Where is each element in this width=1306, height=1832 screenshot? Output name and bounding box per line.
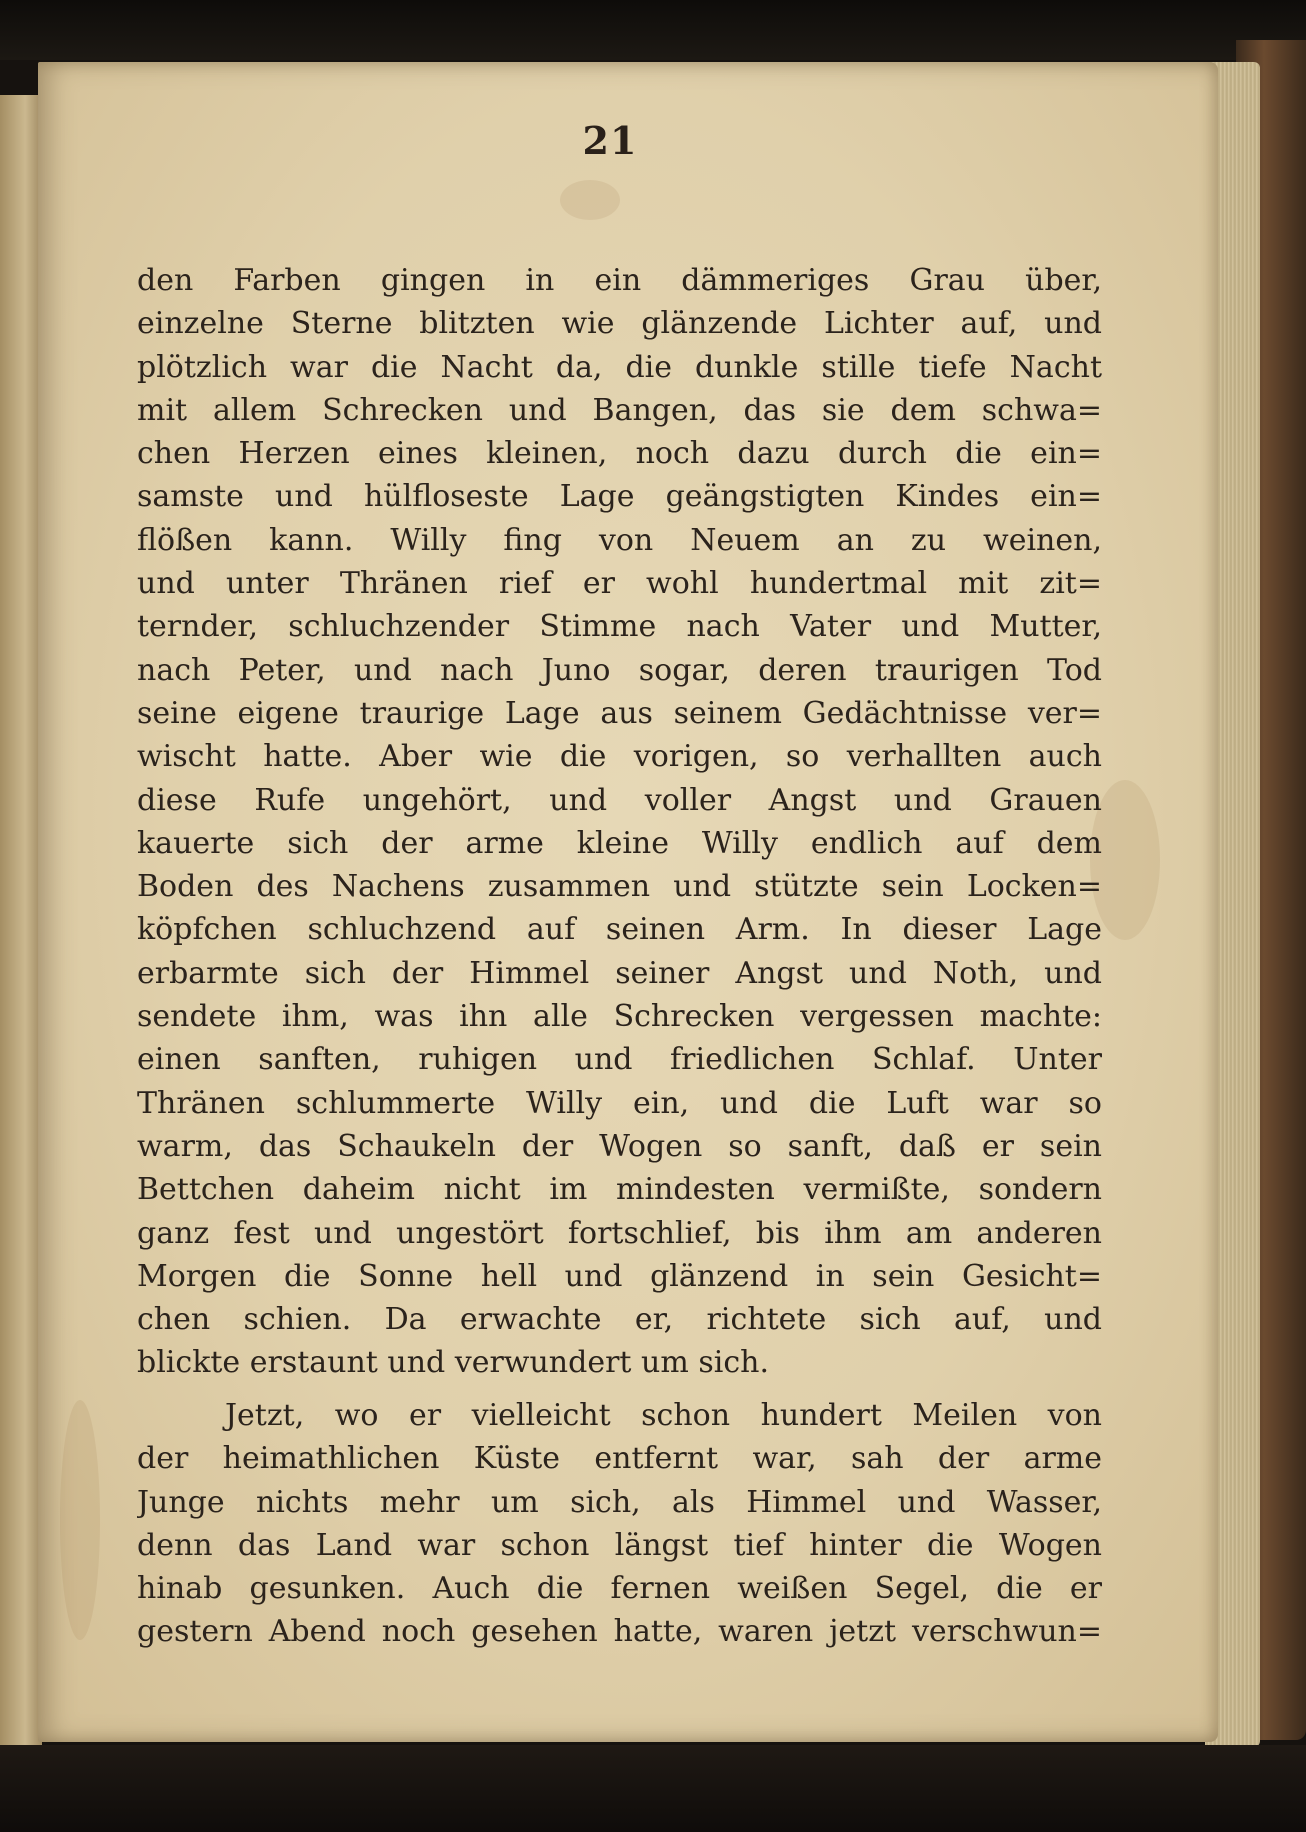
text-line: kauerte sich der arme kleine Willy endlich auf dem xyxy=(137,825,1102,861)
text-line: chen schien. Da erwachte er, richtete sich auf, und xyxy=(137,1302,1102,1338)
text-line: einen sanften, ruhigen und friedlichen Schlaf. Unter xyxy=(137,1042,1102,1078)
text-line: ganz fest und ungestört fortschlief, bis ihm am anderen xyxy=(137,1215,1102,1251)
text-line: Jetzt, wo er vielleicht schon hundert Meilen von xyxy=(225,1398,1102,1433)
text-line: einzelne Sterne blitzten wie glänzende Lichter auf, und xyxy=(137,306,1102,342)
text-line: hinab gesunken. Auch die fernen weißen Segel, die er xyxy=(137,1571,1102,1607)
text-line: Boden des Nachens zusammen und stützte sein Locken= xyxy=(137,869,1102,905)
text-line: und unter Thränen rief er wohl hundertmal mit zit= xyxy=(137,566,1102,602)
paragraph-2 xyxy=(137,1394,1102,1654)
text-line: chen Herzen eines kleinen, noch dazu durch die ein= xyxy=(137,436,1102,472)
text-line: den Farben gingen in ein dämmeriges Grau über, xyxy=(137,263,1102,298)
text-line: ternder, schluchzender Stimme nach Vater und Mutter, xyxy=(137,609,1102,645)
previous-page-edge xyxy=(0,95,42,1745)
text-line: erbarmte sich der Himmel seiner Angst und Noth, und xyxy=(137,955,1102,991)
text-line: gestern Abend noch gesehen hatte, waren jetzt verschwun= xyxy=(137,1614,1102,1650)
text-line: denn das Land war schon längst tief hinter die Wogen xyxy=(137,1527,1102,1563)
text-line: Junge nichts mehr um sich, als Himmel und Wasser, xyxy=(137,1484,1102,1520)
text-line: warm, das Schaukeln der Wogen so sanft, daß er sein xyxy=(137,1128,1102,1164)
text-line: Bettchen daheim nicht im mindesten vermißte, sondern xyxy=(137,1172,1102,1208)
text-line: wischt hatte. Aber wie die vorigen, so verhallten auch xyxy=(137,739,1102,775)
paper-stain xyxy=(560,180,620,220)
text-line: diese Rufe ungehört, und voller Angst und Grauen xyxy=(137,782,1102,818)
text-line: nach Peter, und nach Juno sogar, deren traurigen Tod xyxy=(137,652,1102,688)
text-line: Morgen die Sonne hell und glänzend in sein Gesicht= xyxy=(137,1258,1102,1294)
text-line: plötzlich war die Nacht da, die dunkle stille tiefe Nacht xyxy=(137,349,1102,385)
paper-stain xyxy=(60,1400,100,1640)
text-line: blickte erstaunt und verwundert um sich. xyxy=(137,1345,769,1381)
page-number: 21 xyxy=(582,118,638,163)
text-line: der heimathlichen Küste entfernt war, sah der arme xyxy=(137,1441,1102,1477)
text-line: sendete ihm, was ihn alle Schrecken vergessen machte: xyxy=(137,999,1102,1035)
background-top xyxy=(0,0,1306,60)
paragraph-1 xyxy=(137,259,1102,1385)
text-line: seine eigene traurige Lage aus seinem Gedächtnisse ver= xyxy=(137,695,1102,731)
text-line: samste und hülfloseste Lage geängstigten Kindes ein= xyxy=(137,479,1102,515)
text-line: köpfchen schluchzend auf seinen Arm. In dieser Lage xyxy=(137,912,1102,948)
text-line: mit allem Schrecken und Bangen, das sie dem schwa= xyxy=(137,392,1102,428)
background-bottom xyxy=(0,1745,1306,1832)
text-line: flößen kann. Willy fing von Neuem an zu weinen, xyxy=(137,522,1102,558)
text-line: Thränen schlummerte Willy ein, und die Luft war so xyxy=(137,1085,1102,1121)
